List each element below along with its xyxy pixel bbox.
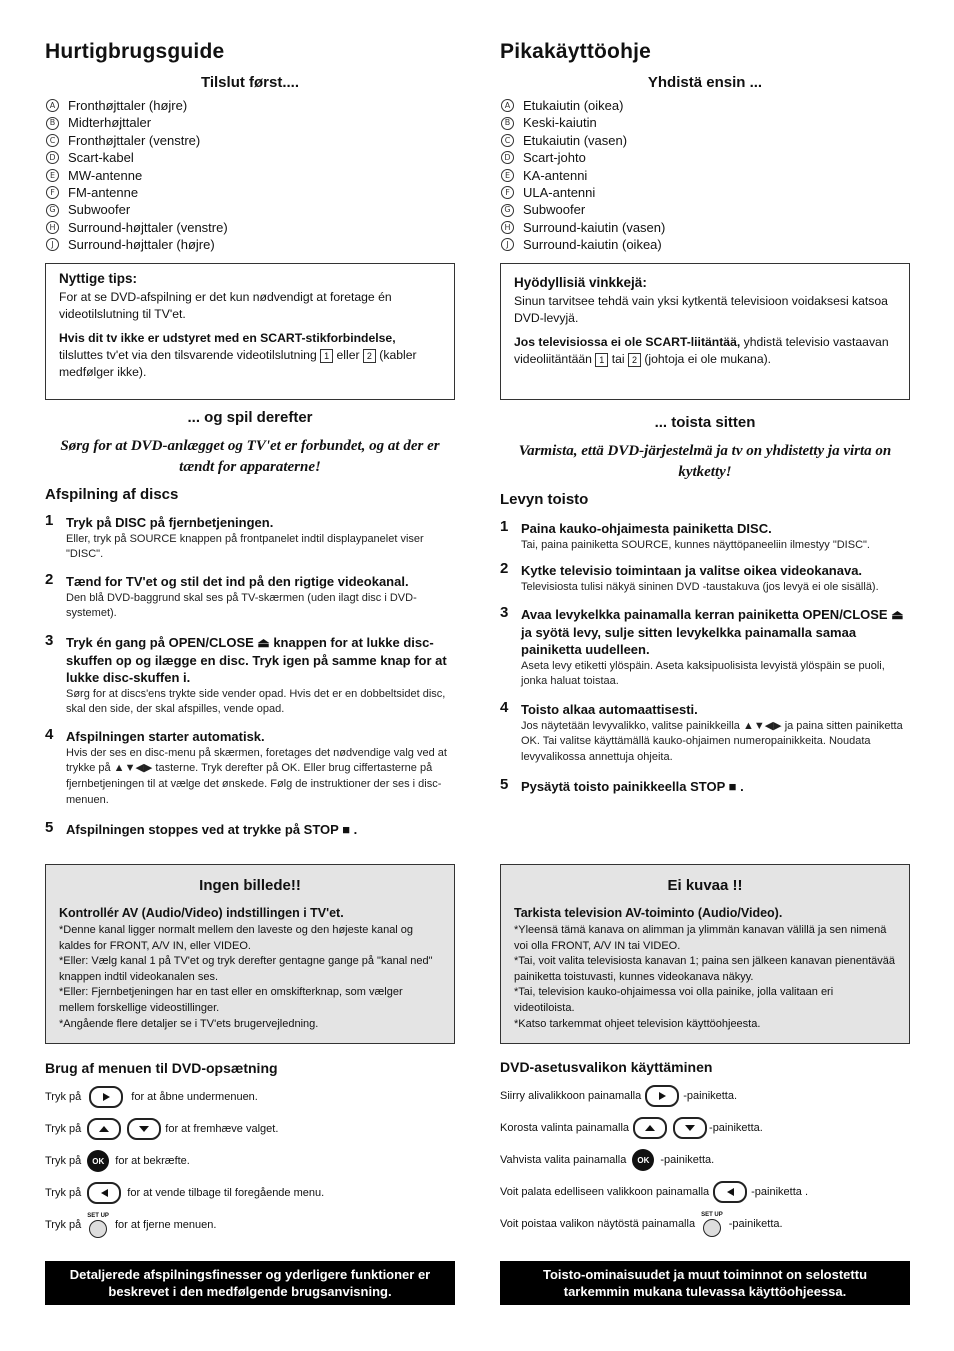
menu-row: Vahvista valita painamalla OK -painiketta. (500, 1148, 910, 1172)
ok-button-icon: OK (632, 1149, 654, 1171)
letter-e-icon: E (46, 169, 59, 182)
connection-list (500, 97, 910, 254)
right-arrow-button-icon (645, 1085, 679, 1107)
disc-heading: Afspilning af discs (45, 486, 179, 503)
list-item: H Surround-kaiutin (vasen) (500, 219, 910, 236)
menu-row: Tryk på for at åbne undermenuen. (45, 1085, 455, 1109)
letter-e-icon: E (501, 169, 514, 182)
list-item: B Midterhøjttaler (45, 114, 455, 131)
danish-column (45, 40, 455, 1320)
letter-f-icon: F (46, 186, 59, 199)
no-picture-title: Ingen billede!! (199, 877, 301, 894)
step-1: 1 Paina kauko-ohjaimesta painiketta DISC. Tai, paina painiketta SOURCE, kunnes näyttöpaneeliin ilmestyy "DISC". (500, 518, 870, 551)
menu-row: Korosta valinta painamalla -painiketta. (500, 1116, 910, 1140)
letter-d-icon: D (46, 151, 59, 164)
letter-d-icon: D (501, 151, 514, 164)
letter-b-icon: B (46, 117, 59, 130)
menu-heading: Brug af menuen til DVD-opsætning (45, 1060, 278, 1076)
no-picture-box: Ingen billede!! Kontrollér AV (Audio/Video) indstillingen i TV'et. *Denne kanal ligger normalt mellem den laveste og den højeste kanal og kaldes for FRONT, A/V IN, eller VIDEO. *Eller: Vælg kanal 1 på TV'et og tryk derefter gentagne gange på "kanal ned" knappen indtil videokanalen ses. *Eller: Fjernbetjeningen har en tast eller en omskifterknap, som vælger mellem forskellige videostillinger. *Angående flere detaljer se i TV'ets brugervejledning. (45, 864, 455, 1044)
menu-heading: DVD-asetusvalikon käyttäminen (500, 1059, 713, 1075)
list-item: J Surround-højttaler (højre) (45, 236, 455, 253)
tips-title: Hyödyllisiä vinkkejä: (514, 275, 647, 290)
step-4: 4 Toisto alkaa automaattisesti. Jos näytetään levyvalikko, valitse painikkeilla ▲▼◀▶ ja paina sitten painiketta OK. Tai valitse käyttämällä kauko-ohjaimen numeropainikkeita. Noudata levyvalikossa annettuja ohjeita. (500, 699, 903, 764)
menu-row: Tryk på OK for at bekræfte. (45, 1149, 455, 1173)
finnish-column (500, 40, 910, 1320)
tips-box (45, 263, 455, 400)
letter-c-icon: C (46, 134, 59, 147)
play-heading: ... toista sitten (654, 414, 756, 431)
list-item: C Etukaiutin (vasen) (500, 132, 910, 149)
list-item: E KA-antenni (500, 167, 910, 184)
menu-row: Tryk på for at vende tilbage til foregående menu. (45, 1181, 455, 1205)
menu-row: Voit poistaa valikon näytöstä painamalla SET UP -painiketta. (500, 1212, 910, 1236)
letter-a-icon: A (46, 99, 59, 112)
letter-j-icon: J (501, 238, 514, 251)
play-instruction: Varmista, että DVD-järjestelmä ja tv on yhdistetty ja virta on kytketty! (518, 443, 892, 480)
list-item: C Fronthøjttaler (venstre) (45, 132, 455, 149)
list-item: F ULA-antenni (500, 184, 910, 201)
up-arrow-button-icon (633, 1117, 667, 1139)
step-3: 3 Tryk én gang på OPEN/CLOSE ⏏ knappen for at lukke disc-skuffen op og ilægge en disc. Tryk igen på samme knap for at lukke disc-skuffen i. Sørg for at discs'ens trykte side vender opad. Hvis det er en dobbeltsidet disc, skal den side, der skal afspilles, vende opad. (45, 632, 447, 716)
letter-j-icon: J (46, 238, 59, 251)
footer-note: Detaljerede afspilningsfinesser og yderligere funktioner er beskrevet i den medfølgende brugsanvisning. (45, 1261, 455, 1305)
connect-heading: Tilslut først.... (200, 74, 300, 91)
footer-note: Toisto-ominaisuudet ja muut toiminnot on selostettu tarkemmin mukana tulevassa käyttöohjeessa. (500, 1261, 910, 1305)
connector-1-icon: 1 (320, 349, 333, 363)
tips-paragraph: Hvis dit tv ikke er udstyret med en SCART-stikforbindelse, tilsluttes tv'et via den tilsvarende videotilslutning 1 eller 2 (kabler medfølger ikke). (59, 331, 417, 379)
play-instruction: Sørg for at DVD-anlægget og TV'et er forbundet, og at der er tændt for apparaterne! (60, 438, 440, 475)
letter-a-icon: A (501, 99, 514, 112)
no-picture-title: Ei kuvaa !! (667, 877, 743, 894)
list-item: H Surround-højttaler (venstre) (45, 219, 455, 236)
menu-row: Siirry alivalikkoon painamalla -painiketta. (500, 1084, 910, 1108)
tips-paragraph: Sinun tarvitsee tehdä vain yksi kytkentä televisioon voidaksesi katsoa DVD-levyjä. (514, 294, 888, 325)
step-2: 2 Kytke televisio toimintaan ja valitse oikea videokanava. Televisiosta tulisi näkyä sininen DVD -taustakuva (jos levyä ei ole sisällä). (500, 560, 879, 593)
right-arrow-button-icon (89, 1086, 123, 1108)
setup-button-icon: SET UP (87, 1213, 109, 1238)
step-3: 3 Avaa levykelkka painamalla kerran painiketta OPEN/CLOSE ⏏ ja syötä levy, sulje sitten levykelkka painamalla samaa painiketta uudelleen. Aseta levy etiketti ylöspäin. Aseta kaksipuolisista levyistä ylöspäin se puoli, jonka haluat toistaa. (500, 604, 904, 688)
list-item: D Scart-johto (500, 149, 910, 166)
step-5: 5 Afspilningen stoppes ved at trykke på STOP ■ . (45, 819, 358, 837)
letter-g-icon: G (501, 204, 514, 217)
left-arrow-button-icon (87, 1182, 121, 1204)
letter-c-icon: C (501, 134, 514, 147)
down-arrow-button-icon (127, 1118, 161, 1140)
list-item: D Scart-kabel (45, 149, 455, 166)
setup-button-icon: SET UP (701, 1212, 723, 1237)
ok-button-icon: OK (87, 1150, 109, 1172)
list-item: B Keski-kaiutin (500, 114, 910, 131)
list-item: A Etukaiutin (oikea) (500, 97, 910, 114)
letter-h-icon: H (46, 221, 59, 234)
list-item: A Fronthøjttaler (højre) (45, 97, 455, 114)
step-4: 4 Afspilningen starter automatisk. Hvis der ses en disc-menu på skærmen, foretages det nødvendige valg ved at trykke på ▲▼◀▶ tasterne. Tryk derefter på OK. Eller brug ciffertasterne på fjernbetjeningen til at vælge det ønskede. Følg de instruktioner der ses i disc-menuen. (45, 726, 447, 806)
list-item: E MW-antenne (45, 167, 455, 184)
down-arrow-button-icon (673, 1117, 707, 1139)
letter-f-icon: F (501, 186, 514, 199)
tips-paragraph: For at se DVD-afspilning er det kun nødvendigt at foretage én videotilslutning til TV'et. (59, 290, 392, 321)
step-1: 1 Tryk på DISC på fjernbetjeningen. Eller, tryk på SOURCE knappen på frontpanelet indtil displaypanelet viser "DISC". (45, 512, 424, 561)
letter-b-icon: B (501, 117, 514, 130)
list-item: J Surround-kaiutin (oikea) (500, 236, 910, 253)
menu-row: Tryk på for at fremhæve valget. (45, 1117, 455, 1141)
no-picture-box: Ei kuvaa !! Tarkista television AV-toiminto (Audio/Video). *Yleensä tämä kanava on alimman ja ylimmän kanavan välillä ja sen nimenä voi olla FRONT, A/V IN tai VIDEO. *Tai, voit valita televisiosta kanavan 1; paina sen jälkeen kanavan pienentävää painiketta toistuvasti, kunnes videokanava näkyy. *Tai, television kauko-ohjaimessa voi olla painike, jolla valitaan eri videotiloista. *Katso tarkemmat ohjeet television käyttöohjeesta. (500, 864, 910, 1044)
left-arrow-button-icon (713, 1181, 747, 1203)
list-item: F FM-antenne (45, 184, 455, 201)
menu-row: Voit palata edelliseen valikkoon painamalla -painiketta . (500, 1180, 910, 1204)
letter-h-icon: H (501, 221, 514, 234)
tips-title: Nyttige tips: (59, 271, 138, 286)
tips-box (500, 263, 910, 400)
menu-row: Tryk på SET UP for at fjerne menuen. (45, 1213, 455, 1237)
page-title: Hurtigbrugsguide (45, 40, 225, 63)
tips-paragraph: Jos televisiossa ei ole SCART-liitäntää, yhdistä televisio vastaavan videoliitäntään 1 tai 2 (johtoja ei ole mukana). (514, 335, 889, 366)
step-2: 2 Tænd for TV'et og stil det ind på den rigtige videokanal. Den blå DVD-baggrund skal ses på TV-skærmen (uden ilagt disc i DVD-systemet). (45, 571, 417, 620)
play-heading: ... og spil derefter (187, 409, 313, 426)
connector-2-icon: 2 (363, 349, 376, 363)
list-item: G Subwoofer (45, 201, 455, 218)
connection-list (45, 97, 455, 254)
up-arrow-button-icon (87, 1118, 121, 1140)
list-item: G Subwoofer (500, 201, 910, 218)
connector-2-icon: 2 (628, 353, 641, 367)
connect-heading: Yhdistä ensin ... (647, 74, 763, 91)
step-5: 5 Pysäytä toisto painikkeella STOP ■ . (500, 776, 744, 794)
disc-heading: Levyn toisto (500, 491, 589, 508)
letter-g-icon: G (46, 204, 59, 217)
page-title: Pikakäyttöohje (500, 40, 652, 63)
connector-1-icon: 1 (595, 353, 608, 367)
